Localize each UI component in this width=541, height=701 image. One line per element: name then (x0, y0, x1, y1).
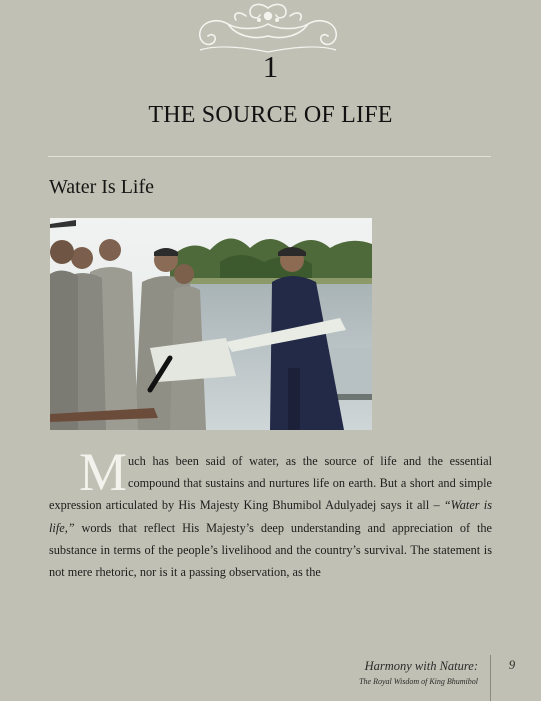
water-is-life-quote: “Water is life,” (49, 498, 492, 535)
chapter-title: THE SOURCE OF LIFE (148, 102, 393, 128)
body-text-run: words that reflect His Majesty’s deep understanding and appreciation of the substance in terms of the people’s livelihood and the country’s survival. The statement is not mere rhetoric, nor is it a passing observation, as the (49, 520, 492, 580)
section-heading: Water Is Life (49, 176, 154, 198)
drop-cap: M (79, 442, 128, 502)
divider-rule (48, 156, 491, 157)
page-number: 9 (508, 658, 516, 672)
body-text-run: uch has been said of water, as the source of life and the essential compound that sustains and nurtures life on earth. But a short and simple expression articulated by His Majesty King Bhumibol Adulyadej says it all – (49, 454, 492, 513)
footer-divider (490, 655, 491, 701)
photo-officials-reviewing-documents-icon (50, 218, 372, 430)
footer-book-subtitle: The Royal Wisdom of King Bhumibol (359, 677, 478, 686)
body-paragraph (49, 442, 492, 583)
chapter-number: 1 (262, 49, 279, 84)
footer-book-title: Harmony with Nature: (364, 659, 478, 673)
